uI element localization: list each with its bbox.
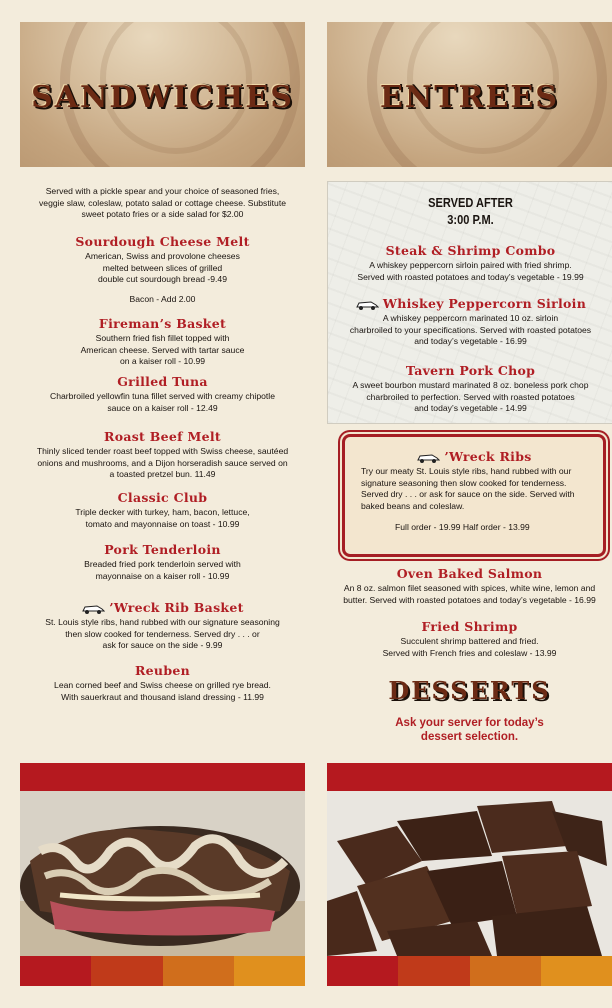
intro-line: veggie slaw, coleslaw, potato salad or cottage cheese. Substitute <box>39 197 286 208</box>
item-desc: An 8 oz. salmon filet seasoned with spices, white wine, lemon and <box>343 583 596 593</box>
sandwiches-title: SANDWICHES <box>31 80 294 115</box>
item-desc: Southern fried fish fillet topped with <box>95 333 230 343</box>
menu-item-classic-club <box>20 490 305 530</box>
item-desc: charbroiled to perfection. Served with roasted potatoes <box>366 391 575 402</box>
item-name: Sourdough Cheese Melt <box>75 234 250 249</box>
item-desc: ask for sauce on the side - 9.99 <box>102 640 223 651</box>
item-desc: sauce on a kaiser roll - 12.49 <box>107 402 218 413</box>
sandwiches-banner <box>20 22 305 167</box>
dessert-note-line: Ask your server for today’s <box>395 717 544 729</box>
item-name: Pork Tenderloin <box>104 542 221 557</box>
red-strip <box>20 763 305 791</box>
item-desc: on a kaiser roll - 10.99 <box>119 356 206 367</box>
served-after-note <box>349 194 591 228</box>
item-name-row <box>328 296 612 311</box>
car-icon <box>355 299 379 311</box>
item-desc: American, Swiss and provolone cheeses <box>85 251 240 261</box>
item-name-row <box>20 600 305 615</box>
entrees-title: ENTREES <box>380 80 559 115</box>
item-desc: A whiskey peppercorn sirloin paired with fried shrimp. <box>369 260 572 270</box>
item-desc: butter. Served with roasted potatoes and today’s vegetable - 16.99 <box>343 594 596 605</box>
item-desc: melted between slices of grilled <box>102 262 223 273</box>
item-name: Fried Shrimp <box>421 619 518 634</box>
menu-item-sourdough-cheese-melt <box>20 234 305 305</box>
map-background-panel <box>327 181 612 424</box>
item-name: Classic Club <box>117 490 208 505</box>
dessert-photo-panel <box>327 763 612 986</box>
menu-item-pork-tenderloin <box>20 542 305 582</box>
dessert-note <box>327 716 612 744</box>
item-desc: and today’s vegetable - 14.99 <box>414 403 527 414</box>
brownies-image <box>327 791 612 956</box>
sandwiches-column <box>20 0 305 1008</box>
item-name: Oven Baked Salmon <box>396 566 543 581</box>
menu-item-firemans-basket <box>20 316 305 368</box>
item-name: Fireman’s Basket <box>98 316 227 331</box>
item-desc: Triple decker with turkey, ham, bacon, lettuce, <box>75 507 250 517</box>
item-desc: onions and mushrooms, and a Dijon horseradish sauce served on <box>37 457 288 468</box>
item-desc: Served with French fries and coleslaw - 13.99 <box>382 647 557 658</box>
red-strip <box>327 763 612 791</box>
item-name: Steak & Shrimp Combo <box>385 243 556 258</box>
menu-item-grilled-tuna <box>20 374 305 414</box>
menu-item-tavern-pork-chop <box>328 363 612 415</box>
item-desc: Thinly sliced tender roast beef topped with Swiss cheese, sautéed <box>36 446 289 456</box>
menu-item-reuben <box>20 663 305 703</box>
bottom-strip <box>20 956 305 986</box>
item-desc: American cheese. Served with tartar sauce <box>80 344 245 355</box>
item-desc: baked beans and coleslaw. <box>361 500 465 511</box>
served-after-line: SERVED AFTER <box>428 195 513 210</box>
bottom-strip <box>327 956 612 986</box>
menu-item-roast-beef-melt <box>20 429 305 481</box>
item-desc: tomato and mayonnaise on toast - 10.99 <box>85 518 240 529</box>
sandwiches-intro <box>20 186 305 221</box>
entrees-banner <box>327 22 612 167</box>
item-name: Roast Beef Melt <box>104 429 221 444</box>
item-desc: Served with roasted potatoes and today’s vegetable - 19.99 <box>357 271 584 282</box>
menu-item-fried-shrimp <box>327 619 612 659</box>
item-desc: Lean corned beef and Swiss cheese on grilled rye bread. <box>54 680 271 690</box>
item-name: ’Wreck Ribs <box>444 449 532 464</box>
item-desc: A whiskey peppercorn marinated 10 oz. sirloin <box>382 313 559 323</box>
item-desc: signature seasoning then slow cooked for tenderness. <box>361 477 567 488</box>
item-desc: St. Louis style ribs, hand rubbed with our signature seasoning <box>45 617 280 627</box>
item-desc: A sweet bourbon mustard marinated 8 oz. boneless pork chop <box>352 380 589 390</box>
menu-item-oven-baked-salmon <box>327 566 612 606</box>
item-desc: then slow cooked for tenderness. Served dry . . . or <box>65 628 260 639</box>
wreck-ribs-featured-box <box>342 434 606 557</box>
entrees-column <box>327 0 612 1008</box>
served-after-line: 3:00 P.M. <box>447 212 494 227</box>
menu-item-whiskey-peppercorn-sirloin <box>328 296 612 348</box>
menu-item-wreck-ribs <box>345 449 603 534</box>
desserts-title: DESSERTS <box>388 676 551 705</box>
dessert-note-line: dessert selection. <box>420 731 519 743</box>
item-desc: mayonnaise on a kaiser roll - 10.99 <box>95 570 230 581</box>
car-icon <box>81 603 105 615</box>
item-prices: Full order - 19.99 Half order - 13.99 <box>395 522 530 533</box>
item-desc: double cut sourdough bread -9.49 <box>97 274 227 285</box>
item-desc: Charbroiled yellowfin tuna fillet served with creamy chipotle <box>50 391 275 401</box>
car-icon <box>416 452 440 464</box>
item-desc: Breaded fried pork tenderloin served with <box>84 559 241 569</box>
intro-line: Served with a pickle spear and your choice of seasoned fries, <box>45 186 280 196</box>
item-name: Whiskey Peppercorn Sirloin <box>382 296 587 311</box>
item-desc: Succulent shrimp battered and fried. <box>400 636 539 646</box>
item-desc: Try our meaty St. Louis style ribs, hand rubbed with our <box>361 466 572 476</box>
item-name: Grilled Tuna <box>117 374 208 389</box>
reuben-sandwich-image <box>20 791 305 956</box>
intro-line: sweet potato fries or a side salad for $2.00 <box>81 209 244 220</box>
item-desc: and today’s vegetable - 16.99 <box>414 336 527 347</box>
sandwich-photo-panel <box>20 763 305 986</box>
item-name: Tavern Pork Chop <box>405 363 536 378</box>
item-name: ’Wreck Rib Basket <box>109 600 244 615</box>
item-desc: charbroiled to your specifications. Served with roasted potatoes <box>349 324 592 335</box>
item-name-row <box>345 449 603 464</box>
item-desc: Served dry . . . or ask for sauce on the side. Served with <box>361 489 575 500</box>
item-desc: With sauerkraut and thousand island dressing - 11.99 <box>61 691 264 702</box>
item-desc: a toasted pretzel bun. 11.49 <box>109 469 216 480</box>
item-extra: Bacon - Add 2.00 <box>129 293 196 304</box>
menu-item-steak-shrimp-combo <box>328 243 612 283</box>
menu-item-wreck-rib-basket <box>20 600 305 652</box>
item-name: Reuben <box>134 663 190 678</box>
